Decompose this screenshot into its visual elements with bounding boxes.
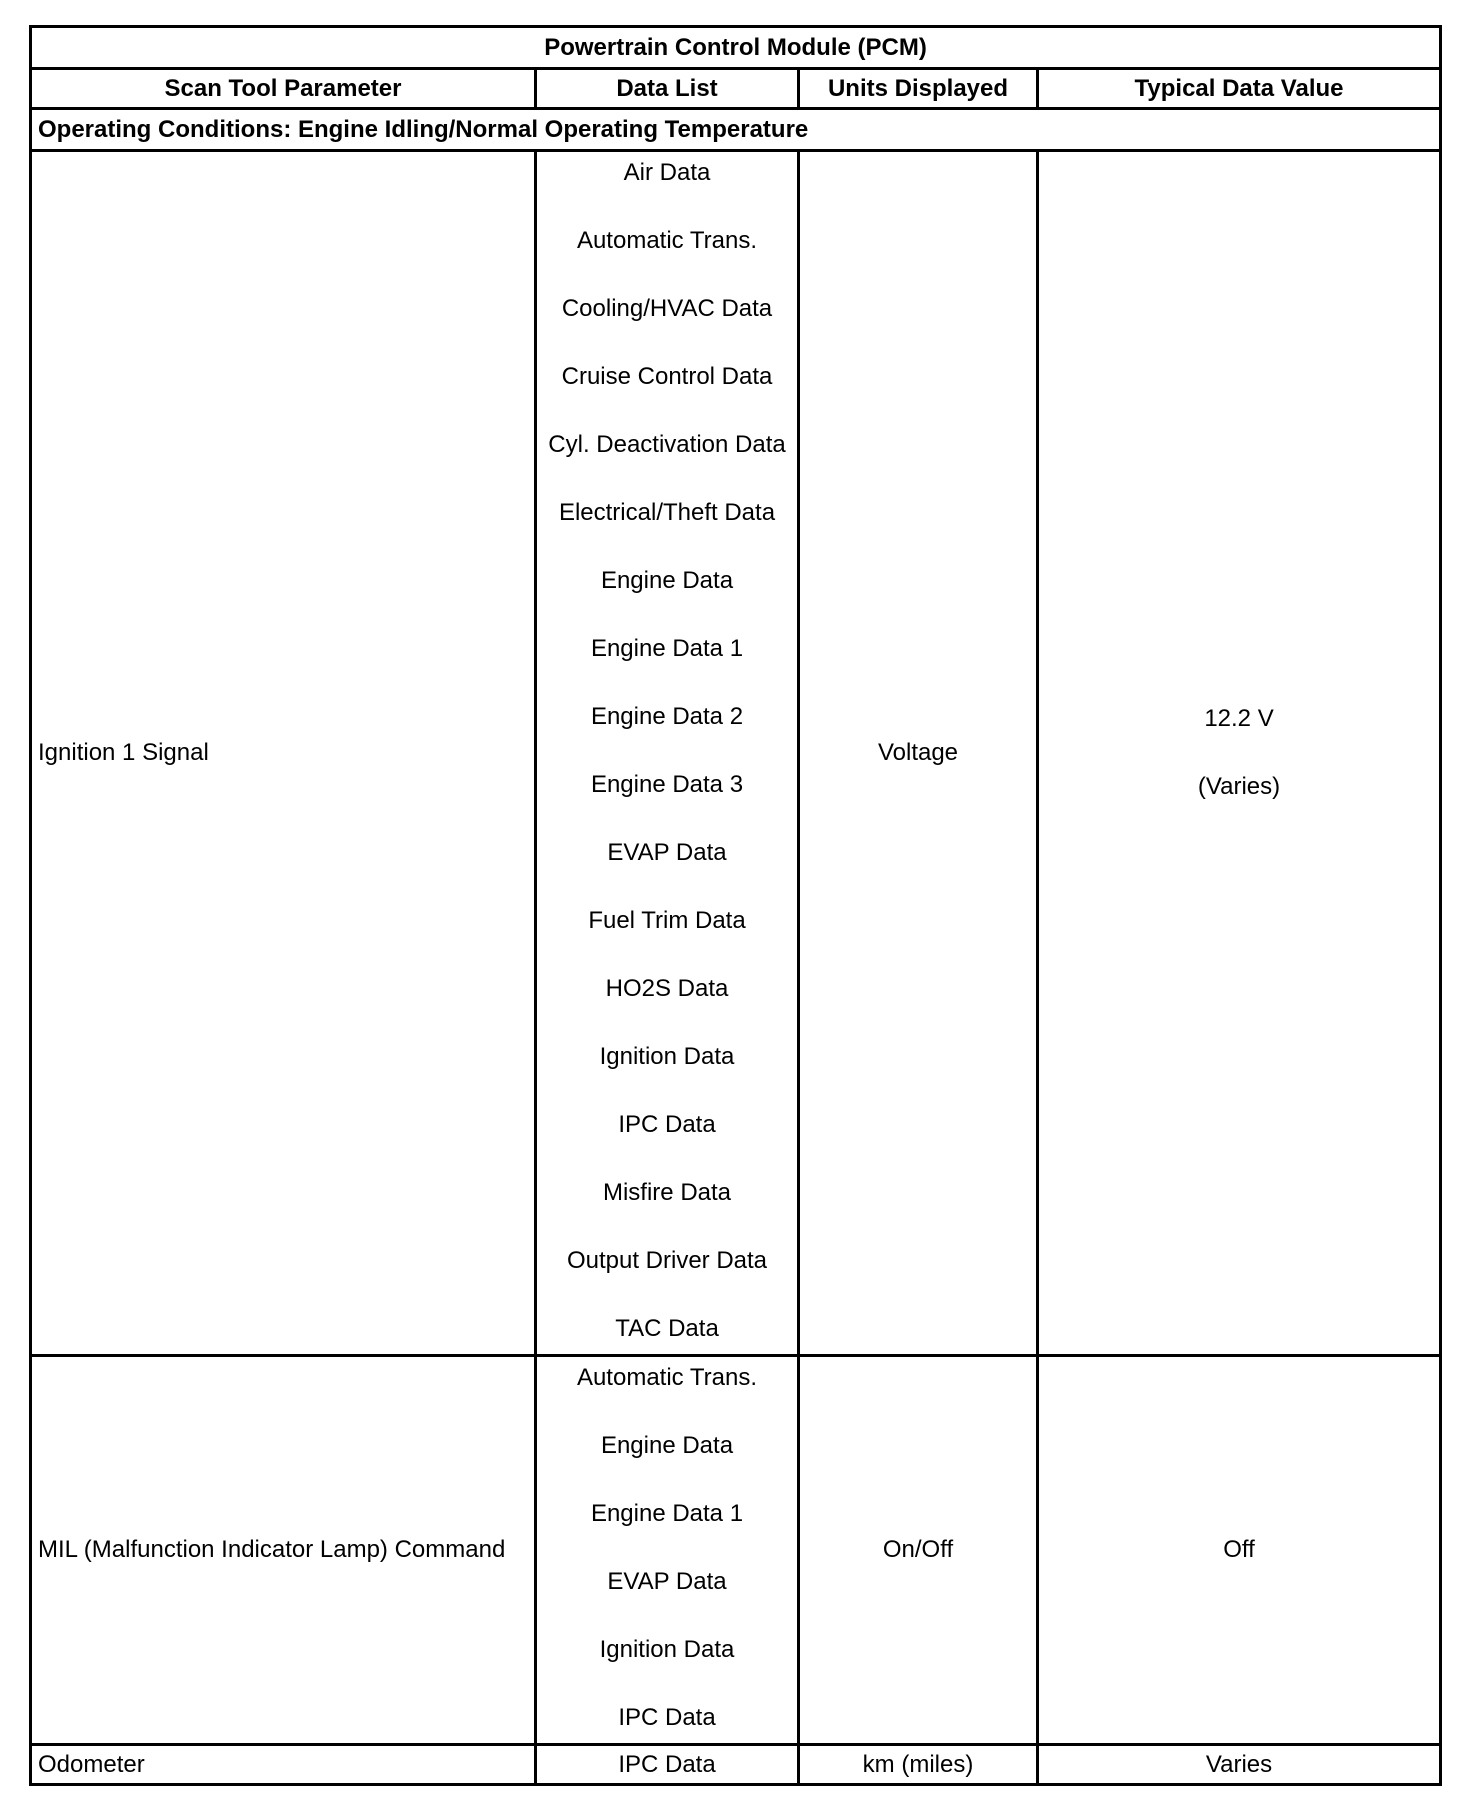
header-row bbox=[31, 69, 1441, 109]
units-cell: Voltage bbox=[799, 151, 1038, 1356]
header-typical-data-value: Typical Data Value bbox=[1038, 69, 1441, 109]
data-list-item: Automatic Trans. bbox=[576, 227, 758, 254]
data-list-item: Electrical/Theft Data bbox=[558, 499, 776, 526]
typical-value: 12.2 V bbox=[1204, 705, 1274, 732]
data-list-item: EVAP Data bbox=[607, 839, 727, 866]
data-list-item: Ignition Data bbox=[599, 1043, 735, 1070]
data-list-item: Engine Data 1 bbox=[590, 1500, 744, 1527]
header-units-displayed: Units Displayed bbox=[799, 69, 1038, 109]
data-list-item: Engine Data bbox=[600, 1432, 734, 1459]
data-list-item: Output Driver Data bbox=[566, 1247, 768, 1274]
data-list-item: Ignition Data bbox=[599, 1636, 735, 1663]
header-scan-tool-parameter: Scan Tool Parameter bbox=[31, 69, 536, 109]
data-list-item: Engine Data bbox=[600, 567, 734, 594]
table-row bbox=[31, 151, 1441, 1356]
data-list-item: Cyl. Deactivation Data bbox=[548, 431, 786, 458]
data-list-item: Misfire Data bbox=[602, 1179, 732, 1206]
data-list-item: EVAP Data bbox=[607, 1568, 727, 1595]
header-data-list: Data List bbox=[536, 69, 799, 109]
units-cell: km (miles) bbox=[799, 1745, 1038, 1785]
data-list-item: Fuel Trim Data bbox=[588, 907, 746, 934]
data-list-item: Automatic Trans. bbox=[576, 1364, 758, 1391]
typical-value-note: (Varies) bbox=[1197, 773, 1281, 800]
parameter-cell: Ignition 1 Signal bbox=[31, 151, 536, 1356]
typical-value-cell: Off bbox=[1038, 1356, 1441, 1745]
title-row bbox=[31, 27, 1441, 69]
data-list-item: Cooling/HVAC Data bbox=[561, 295, 773, 322]
operating-conditions: Operating Conditions: Engine Idling/Normal Operating Temperature bbox=[31, 109, 1441, 151]
data-list-item: HO2S Data bbox=[605, 975, 729, 1002]
data-list-item: Engine Data 1 bbox=[590, 635, 744, 662]
pcm-data-table bbox=[29, 25, 1442, 1786]
data-list-item: IPC Data bbox=[618, 1704, 716, 1731]
table-title: Powertrain Control Module (PCM) bbox=[31, 27, 1441, 69]
data-list-cell bbox=[536, 151, 799, 1356]
data-list-item: Air Data bbox=[623, 159, 711, 186]
parameter-cell: MIL (Malfunction Indicator Lamp) Command bbox=[31, 1356, 536, 1745]
conditions-row bbox=[31, 109, 1441, 151]
typical-value-cell bbox=[1038, 151, 1441, 1356]
table-row bbox=[31, 1745, 1441, 1785]
data-list-item: Cruise Control Data bbox=[561, 363, 773, 390]
table-row bbox=[31, 1356, 1441, 1745]
typical-value-cell: Varies bbox=[1038, 1745, 1441, 1785]
parameter-cell: Odometer bbox=[31, 1745, 536, 1785]
data-list-item: IPC Data bbox=[618, 1111, 716, 1138]
units-cell: On/Off bbox=[799, 1356, 1038, 1745]
data-list-item: Engine Data 3 bbox=[590, 771, 744, 798]
data-list-item: TAC Data bbox=[615, 1315, 719, 1342]
data-list-cell bbox=[536, 1356, 799, 1745]
data-list-item: Engine Data 2 bbox=[590, 703, 744, 730]
data-list-cell: IPC Data bbox=[536, 1745, 799, 1785]
